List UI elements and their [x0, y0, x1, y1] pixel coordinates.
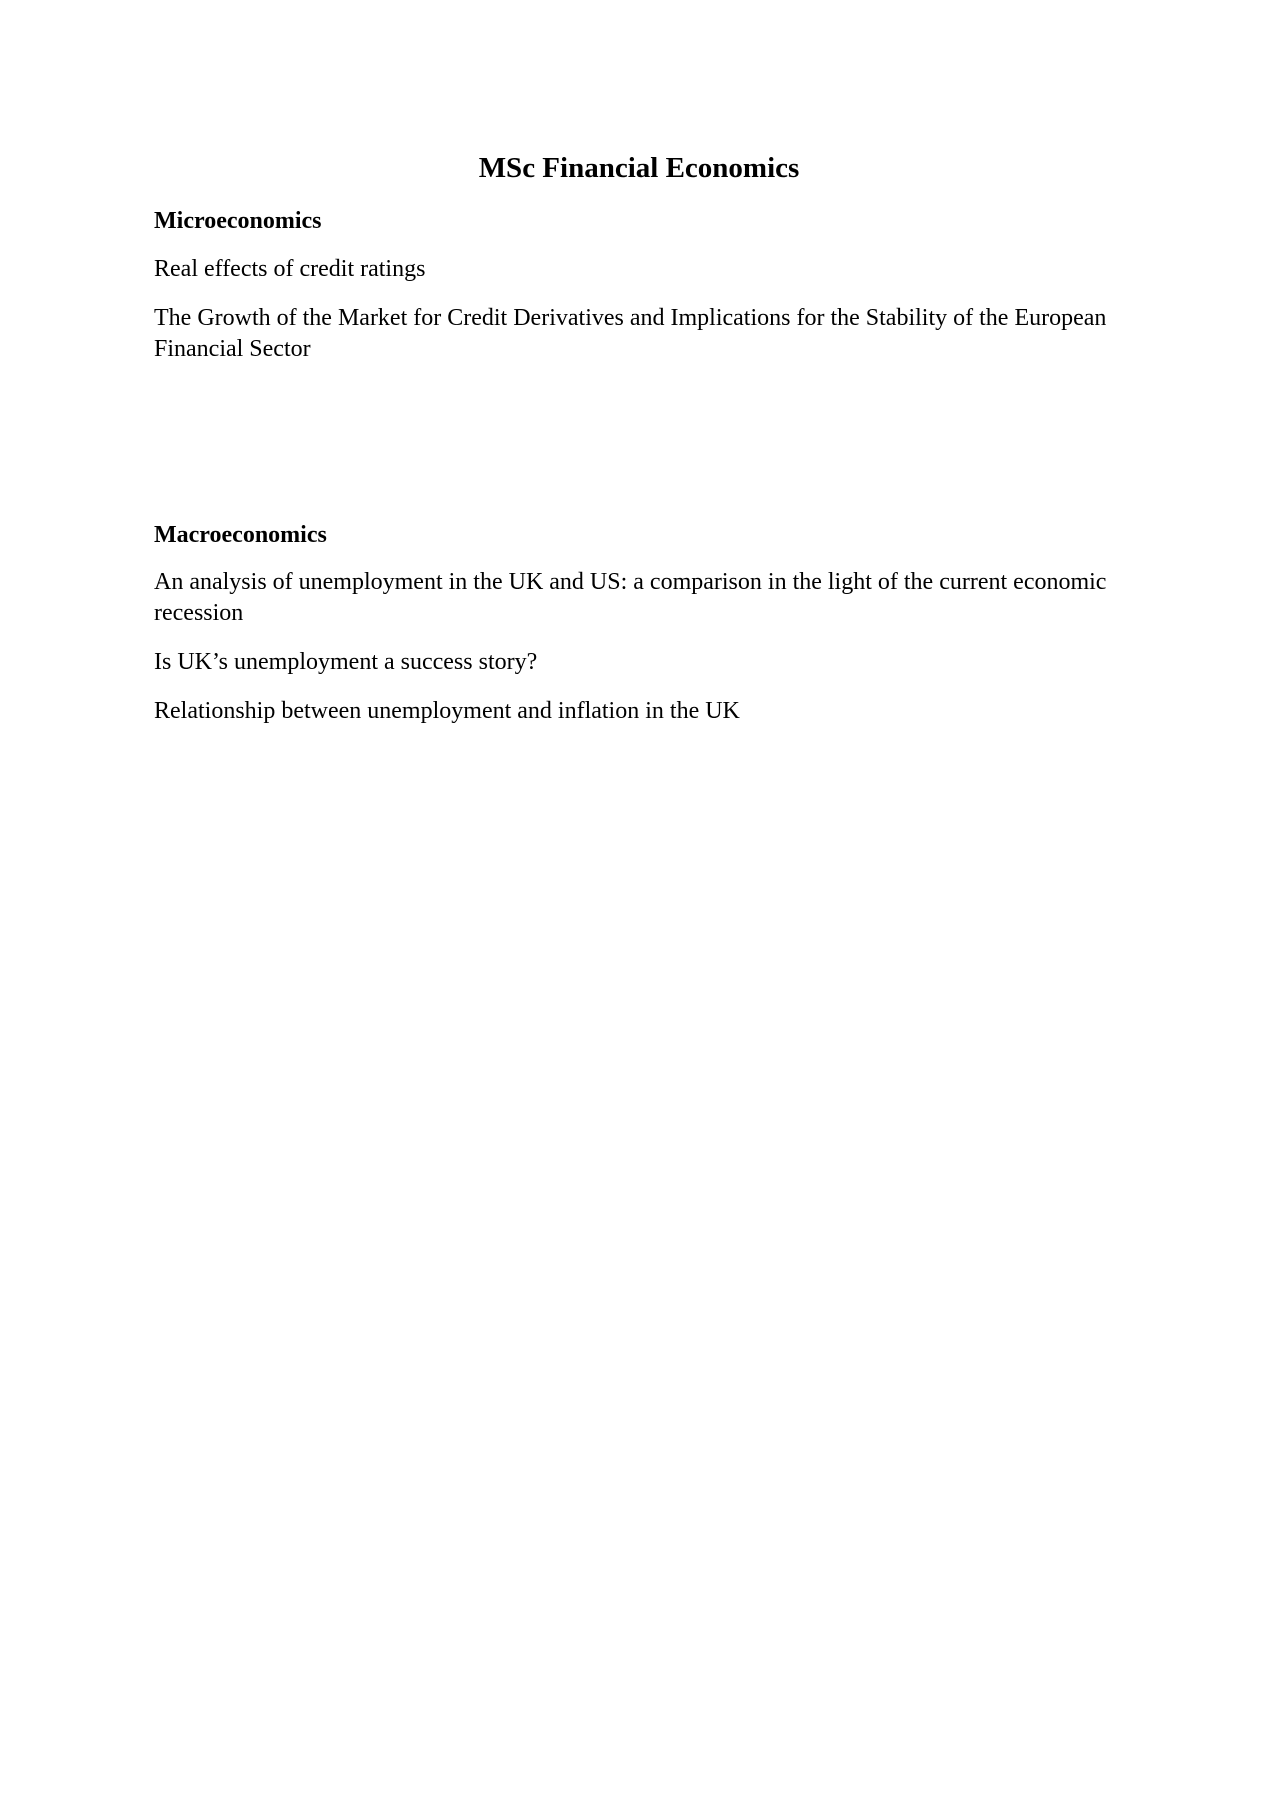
topic-item: Relationship between unemployment and inflation in the UK	[154, 698, 740, 724]
topic-item: An analysis of unemployment in the UK and US: a comparison in the light of the current economic recession	[154, 569, 1107, 626]
topic-item: The Growth of the Market for Credit Derivatives and Implications for the Stability of the European Financial Sector	[154, 305, 1107, 362]
document-title: MSc Financial Economics	[478, 152, 800, 184]
topic-item: Real effects of credit ratings	[154, 256, 426, 282]
section-heading-microeconomics: Microeconomics	[154, 208, 322, 234]
section-heading-macroeconomics: Macroeconomics	[154, 522, 327, 548]
topic-item: Is UK’s unemployment a success story?	[154, 649, 538, 675]
